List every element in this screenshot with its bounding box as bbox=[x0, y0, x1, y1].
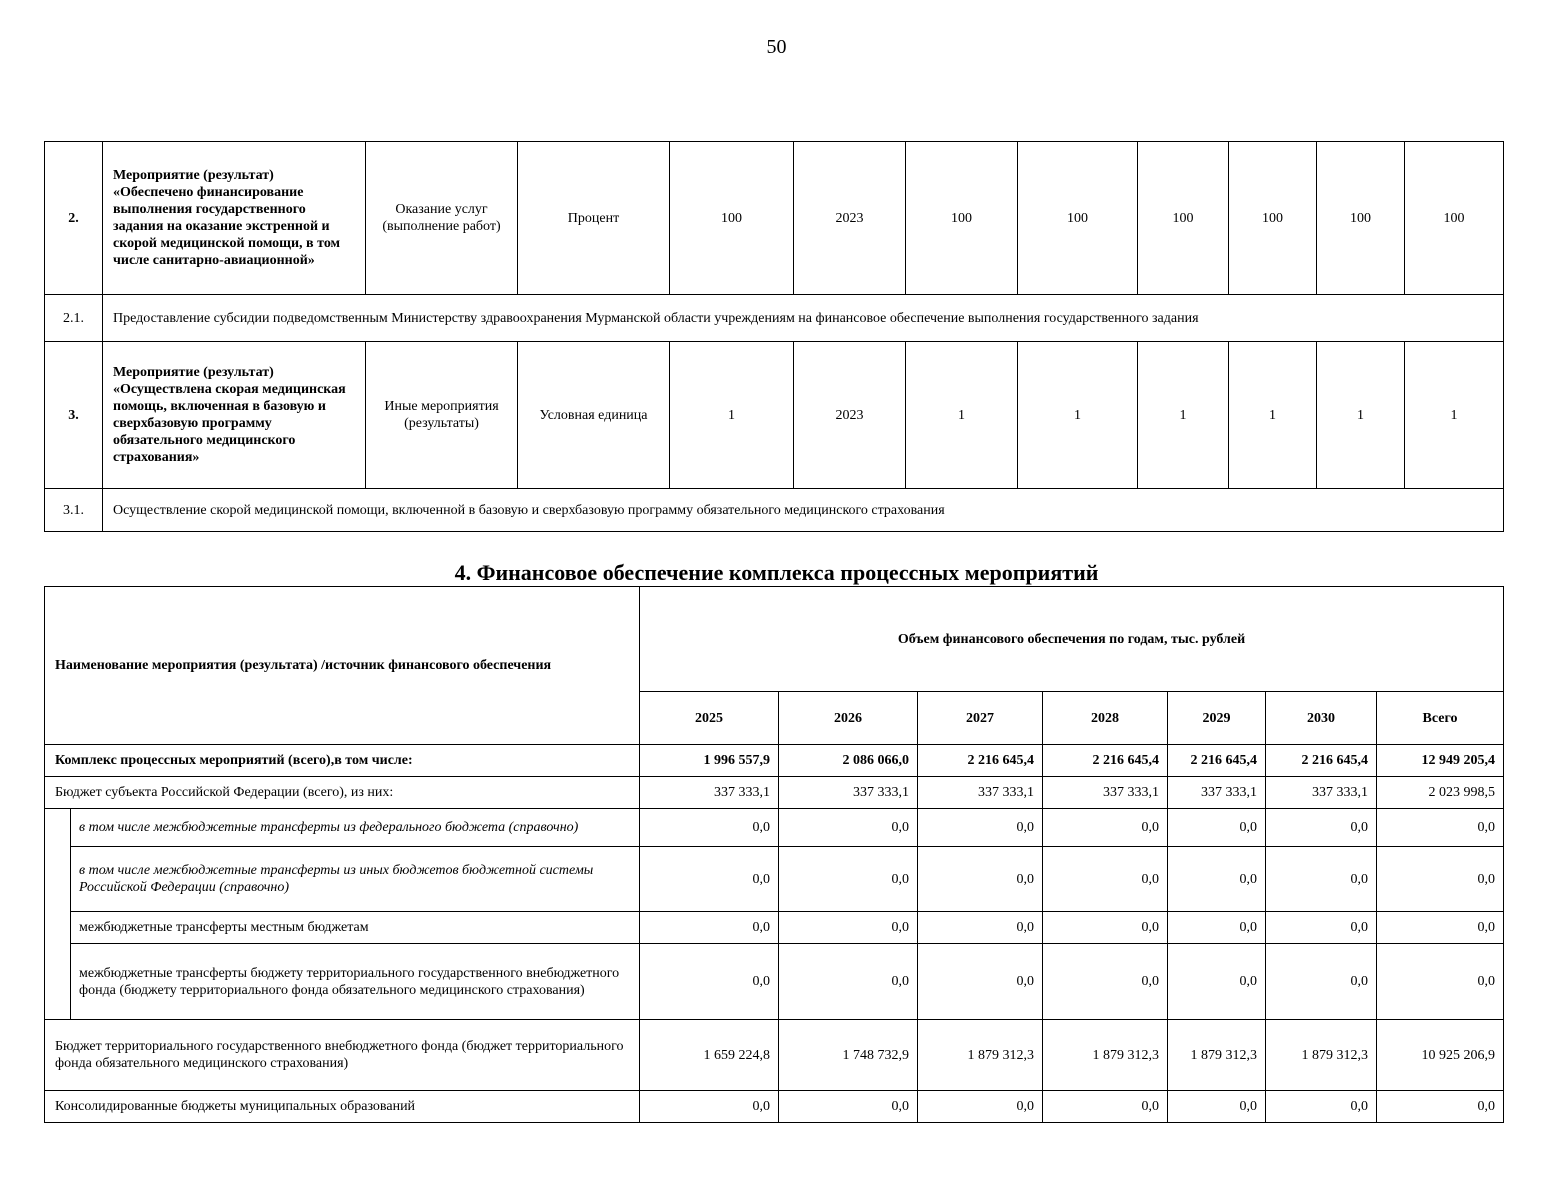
cell-value: 0,0 bbox=[779, 912, 918, 944]
cell-value: 2 023 998,5 bbox=[1377, 777, 1504, 809]
cell-value: 1 879 312,3 bbox=[1266, 1020, 1377, 1091]
cell-value: 0,0 bbox=[1168, 912, 1266, 944]
base-year: 2023 bbox=[794, 142, 906, 295]
year-value: 100 bbox=[1317, 142, 1405, 295]
year-value: 1 bbox=[1018, 342, 1138, 489]
cell-value: 0,0 bbox=[1266, 944, 1377, 1020]
cell-value: 2 216 645,4 bbox=[918, 745, 1043, 777]
row-label: Консолидированные бюджеты муниципальных образований bbox=[45, 1091, 640, 1123]
cell-value: 0,0 bbox=[1266, 912, 1377, 944]
row-label: Бюджет территориального государственного внебюджетного фонда (бюджет территориального фонда обязательного медицинского страхования) bbox=[45, 1020, 640, 1091]
row-label: в том числе межбюджетные трансферты из федерального бюджета (справочно) bbox=[71, 809, 640, 847]
year-value: 100 bbox=[1138, 142, 1229, 295]
table-row bbox=[45, 489, 1504, 532]
cell-value: 337 333,1 bbox=[1266, 777, 1377, 809]
year-value: 1 bbox=[906, 342, 1018, 489]
result-type: Иные мероприятия (результаты) bbox=[366, 342, 518, 489]
table-row bbox=[45, 295, 1504, 342]
cell-value: 0,0 bbox=[1377, 912, 1504, 944]
cell-value: 337 333,1 bbox=[640, 777, 779, 809]
cell-value: 0,0 bbox=[1043, 847, 1168, 912]
cell-value: 10 925 206,9 bbox=[1377, 1020, 1504, 1091]
cell-value: 1 879 312,3 bbox=[1168, 1020, 1266, 1091]
cell-value: 0,0 bbox=[1168, 944, 1266, 1020]
cell-value: 0,0 bbox=[918, 809, 1043, 847]
cell-value: 1 879 312,3 bbox=[1043, 1020, 1168, 1091]
base-year: 2023 bbox=[794, 342, 906, 489]
cell-value: 0,0 bbox=[1377, 1091, 1504, 1123]
header-name: Наименование мероприятия (результата) /источник финансового обеспечения bbox=[45, 587, 640, 745]
cell-value: 0,0 bbox=[1168, 847, 1266, 912]
table-row bbox=[45, 912, 1504, 944]
row-label: межбюджетные трансферты бюджету территориального государственного внебюджетного фонда (бюджету территориального фонда обязательного медицинского страхования) bbox=[71, 944, 640, 1020]
year-value: 1 bbox=[1405, 342, 1504, 489]
cell-value: 12 949 205,4 bbox=[1377, 745, 1504, 777]
row-number: 2. bbox=[45, 142, 103, 295]
results-table bbox=[44, 141, 1504, 532]
cell-value: 0,0 bbox=[918, 1091, 1043, 1123]
table-row bbox=[45, 1020, 1504, 1091]
year-header: 2027 bbox=[918, 692, 1043, 745]
cell-value: 337 333,1 bbox=[918, 777, 1043, 809]
row-label: межбюджетные трансферты местным бюджетам bbox=[71, 912, 640, 944]
year-value: 100 bbox=[906, 142, 1018, 295]
year-value: 1 bbox=[1317, 342, 1405, 489]
cell-value: 0,0 bbox=[1377, 847, 1504, 912]
base-value: 1 bbox=[670, 342, 794, 489]
year-header: 2029 bbox=[1168, 692, 1266, 745]
result-type: Оказание услуг (выполнение работ) bbox=[366, 142, 518, 295]
year-value: 100 bbox=[1405, 142, 1504, 295]
cell-value: 2 216 645,4 bbox=[1168, 745, 1266, 777]
cell-value: 0,0 bbox=[918, 944, 1043, 1020]
result-name: Мероприятие (результат) «Обеспечено финансирование выполнения государственного задания на оказание экстренной и скорой медицинской помощи, в том числе санитарно-авиационной» bbox=[103, 142, 366, 295]
year-header: 2025 bbox=[640, 692, 779, 745]
base-value: 100 bbox=[670, 142, 794, 295]
cell-value: 0,0 bbox=[640, 809, 779, 847]
cell-value: 0,0 bbox=[1266, 847, 1377, 912]
cell-value: 2 216 645,4 bbox=[1266, 745, 1377, 777]
cell-value: 1 659 224,8 bbox=[640, 1020, 779, 1091]
subrow-text: Осуществление скорой медицинской помощи, включенной в базовую и сверхбазовую программу обязательного медицинского страхования bbox=[103, 489, 1504, 532]
result-name: Мероприятие (результат) «Осуществлена скорая медицинская помощь, включенная в базовую и сверхбазовую программу обязательного медицинского страхования» bbox=[103, 342, 366, 489]
section-title: 4. Финансовое обеспечение комплекса процессных мероприятий bbox=[454, 560, 1099, 585]
cell-value: 2 216 645,4 bbox=[1043, 745, 1168, 777]
table-row bbox=[45, 1091, 1504, 1123]
table-row bbox=[45, 342, 1504, 489]
unit: Условная единица bbox=[518, 342, 670, 489]
cell-value: 0,0 bbox=[779, 847, 918, 912]
cell-value: 0,0 bbox=[779, 944, 918, 1020]
cell-value: 0,0 bbox=[1266, 809, 1377, 847]
cell-value: 0,0 bbox=[640, 912, 779, 944]
row-label: Бюджет субъекта Российской Федерации (всего), из них: bbox=[45, 777, 640, 809]
subrow-text: Предоставление субсидии подведомственным Министерству здравоохранения Мурманской области учреждениям на финансовое обеспечение выполнения государственного задания bbox=[103, 295, 1504, 342]
page-number: 50 bbox=[766, 36, 787, 58]
year-value: 1 bbox=[1229, 342, 1317, 489]
cell-value: 0,0 bbox=[640, 1091, 779, 1123]
table-row bbox=[45, 777, 1504, 809]
cell-value: 2 086 066,0 bbox=[779, 745, 918, 777]
year-value: 1 bbox=[1138, 342, 1229, 489]
table-row bbox=[45, 745, 1504, 777]
financing-table bbox=[44, 586, 1504, 1123]
cell-value: 0,0 bbox=[640, 847, 779, 912]
year-header: 2026 bbox=[779, 692, 918, 745]
unit: Процент bbox=[518, 142, 670, 295]
row-number: 2.1. bbox=[45, 295, 103, 342]
cell-value: 0,0 bbox=[918, 847, 1043, 912]
cell-value: 0,0 bbox=[640, 944, 779, 1020]
cell-value: 337 333,1 bbox=[1168, 777, 1266, 809]
cell-value: 337 333,1 bbox=[779, 777, 918, 809]
row-number: 3. bbox=[45, 342, 103, 489]
table-header-row bbox=[45, 587, 1504, 692]
table-row bbox=[45, 847, 1504, 912]
row-number: 3.1. bbox=[45, 489, 103, 532]
year-value: 100 bbox=[1229, 142, 1317, 295]
total-header: Всего bbox=[1377, 692, 1504, 745]
cell-value: 337 333,1 bbox=[1043, 777, 1168, 809]
table-row bbox=[45, 142, 1504, 295]
cell-value: 1 879 312,3 bbox=[918, 1020, 1043, 1091]
year-header: 2030 bbox=[1266, 692, 1377, 745]
cell-value: 0,0 bbox=[1043, 809, 1168, 847]
cell-value: 0,0 bbox=[1168, 809, 1266, 847]
cell-value: 1 996 557,9 bbox=[640, 745, 779, 777]
cell-value: 0,0 bbox=[918, 912, 1043, 944]
header-volume: Объем финансового обеспечения по годам, тыс. рублей bbox=[640, 587, 1504, 692]
cell-value: 0,0 bbox=[1377, 809, 1504, 847]
cell-value: 0,0 bbox=[1043, 1091, 1168, 1123]
cell-value: 0,0 bbox=[1168, 1091, 1266, 1123]
cell-value: 0,0 bbox=[779, 809, 918, 847]
cell-value: 1 748 732,9 bbox=[779, 1020, 918, 1091]
cell-value: 0,0 bbox=[1043, 944, 1168, 1020]
cell-value: 0,0 bbox=[1266, 1091, 1377, 1123]
year-value: 100 bbox=[1018, 142, 1138, 295]
row-label: Комплекс процессных мероприятий (всего),в том числе: bbox=[45, 745, 640, 777]
table-row bbox=[45, 944, 1504, 1020]
indent-spacer bbox=[45, 809, 71, 1020]
row-label: в том числе межбюджетные трансферты из иных бюджетов бюджетной системы Российской Федерации (справочно) bbox=[71, 847, 640, 912]
table-row bbox=[45, 809, 1504, 847]
year-header: 2028 bbox=[1043, 692, 1168, 745]
cell-value: 0,0 bbox=[1043, 912, 1168, 944]
cell-value: 0,0 bbox=[779, 1091, 918, 1123]
cell-value: 0,0 bbox=[1377, 944, 1504, 1020]
